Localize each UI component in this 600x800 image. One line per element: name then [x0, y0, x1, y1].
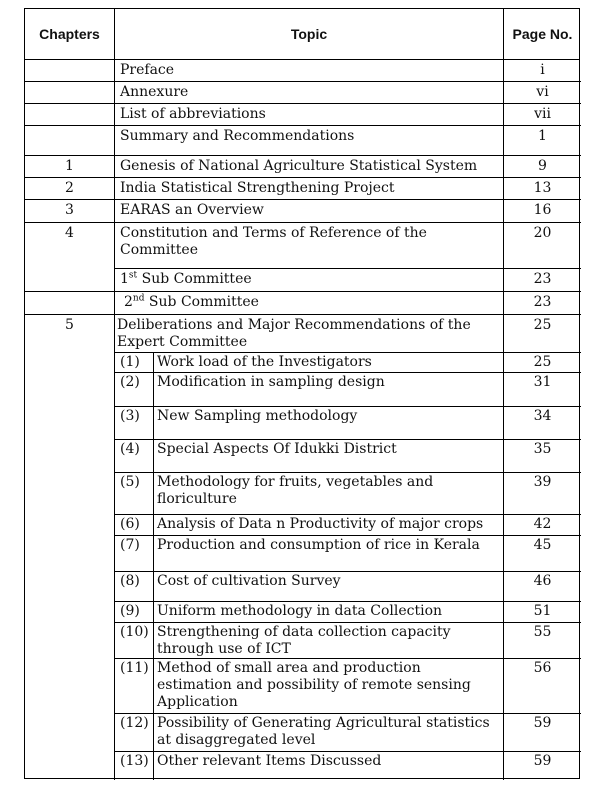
topic-text: EARAS an Overview: [120, 202, 264, 218]
page-number: 59: [533, 715, 552, 731]
topic-text: New Sampling methodology: [157, 408, 358, 424]
page-number: 1: [538, 128, 547, 144]
row-divider: [115, 352, 581, 353]
page-number: 59: [533, 753, 552, 769]
table-of-contents: [24, 8, 580, 779]
chapter-number: 5: [65, 317, 74, 333]
topic-text: Possibility of Generating Agricultural statistics at disaggregated level: [157, 715, 490, 748]
page-number: 16: [533, 202, 552, 218]
page-number: 13: [533, 180, 552, 196]
topic-header: Topic: [115, 9, 504, 59]
page-number: 55: [533, 624, 552, 640]
sub-committee-text: Sub Committee: [144, 294, 259, 310]
page-number: vii: [534, 106, 551, 122]
topic-text: Summary and Recommendations: [120, 128, 355, 144]
sub-committee-ordinal: 1: [120, 271, 129, 287]
topic-text: Deliberations and Major Recommendations of the Expert Committee: [117, 317, 471, 350]
topic-text: Constitution and Terms of Reference of the Committee: [120, 225, 427, 258]
page-number: 31: [533, 374, 552, 390]
row-divider: [115, 571, 581, 572]
row-divider: [115, 439, 581, 440]
page-number: 46: [533, 573, 552, 589]
topic-text: Work load of the Investigators: [157, 354, 372, 370]
topic-text: Genesis of National Agriculture Statistical System: [120, 158, 478, 174]
topic-text: Uniform methodology in data Collection: [157, 603, 443, 619]
row-divider: [115, 472, 581, 473]
page-number: 34: [533, 408, 552, 424]
page-number: 20: [533, 225, 552, 241]
topic-text: Cost of cultivation Survey: [157, 573, 341, 589]
row-divider: [115, 751, 581, 752]
item-number: (2): [120, 374, 140, 390]
topic-text: Production and consumption of rice in Kerala: [157, 537, 480, 553]
sub-committee-suffix: nd: [132, 293, 145, 304]
item-number: (9): [120, 603, 140, 619]
page-number: 23: [533, 271, 552, 287]
item-number: (3): [120, 408, 140, 424]
topic-text: Analysis of Data n Productivity of major crops: [157, 516, 484, 532]
item-number: (10): [120, 624, 149, 640]
item-number: (6): [120, 516, 140, 532]
page-number: 45: [533, 537, 552, 553]
sub-committee-ordinal: 2: [124, 294, 133, 310]
sub-committee-suffix: st: [128, 270, 138, 281]
item-number: (12): [120, 715, 149, 731]
row-divider: [115, 601, 581, 602]
chapter-number: 3: [65, 202, 74, 218]
topic-text: Modification in sampling design: [157, 374, 385, 390]
item-number: (5): [120, 474, 140, 490]
page-number: 39: [533, 474, 552, 490]
item-number: (4): [120, 441, 140, 457]
page-number: 9: [538, 158, 547, 174]
column-divider: [114, 59, 115, 780]
row-divider: [115, 535, 581, 536]
page-number: vi: [536, 84, 549, 100]
topic-text: India Statistical Strengthening Project: [120, 180, 395, 196]
page-number: 56: [533, 660, 552, 676]
row-divider: [115, 268, 581, 269]
sub-committee-label: [124, 294, 259, 311]
page-number: 25: [533, 354, 552, 370]
row-divider: [25, 314, 581, 315]
row-divider: [115, 622, 581, 623]
page-number: 35: [533, 441, 552, 457]
chapter-number: 2: [65, 180, 74, 196]
topic-text: Methodology for fruits, vegetables and floriculture: [157, 474, 434, 507]
page-number: 25: [533, 317, 552, 333]
topic-text: Preface: [120, 62, 175, 78]
item-number: (11): [120, 660, 149, 676]
chapter-number: 4: [65, 225, 74, 241]
topic-text: Annexure: [120, 84, 189, 100]
chapter-number: 1: [65, 158, 74, 174]
row-divider: [115, 713, 581, 714]
chapters-header: Chapters: [25, 9, 115, 59]
table-header: [25, 9, 579, 60]
topic-text: Special Aspects Of Idukki District: [157, 441, 397, 457]
column-divider: [153, 352, 154, 780]
page-number: 42: [533, 516, 552, 532]
item-number: (7): [120, 537, 140, 553]
page-number: 23: [533, 294, 552, 310]
item-number: (1): [120, 354, 140, 370]
item-number: (8): [120, 573, 140, 589]
sub-committee-text: Sub Committee: [137, 271, 252, 287]
sub-committee-label: [120, 271, 252, 288]
page-no-header: Page No.: [512, 25, 573, 42]
topic-text: List of abbreviations: [120, 106, 266, 122]
page-number: i: [540, 62, 545, 78]
row-divider: [115, 372, 581, 373]
row-divider: [115, 406, 581, 407]
item-number: (13): [120, 753, 149, 769]
topic-text: Method of small area and production estimation and possibility of remote sensing Application: [157, 660, 471, 710]
page-number: 51: [533, 603, 552, 619]
row-divider: [25, 291, 581, 292]
topic-text: Strengthening of data collection capacity through use of ICT: [157, 624, 451, 657]
topic-text: Other relevant Items Discussed: [157, 753, 382, 769]
column-divider: [503, 59, 504, 780]
row-divider: [115, 514, 581, 515]
row-divider: [115, 658, 581, 659]
